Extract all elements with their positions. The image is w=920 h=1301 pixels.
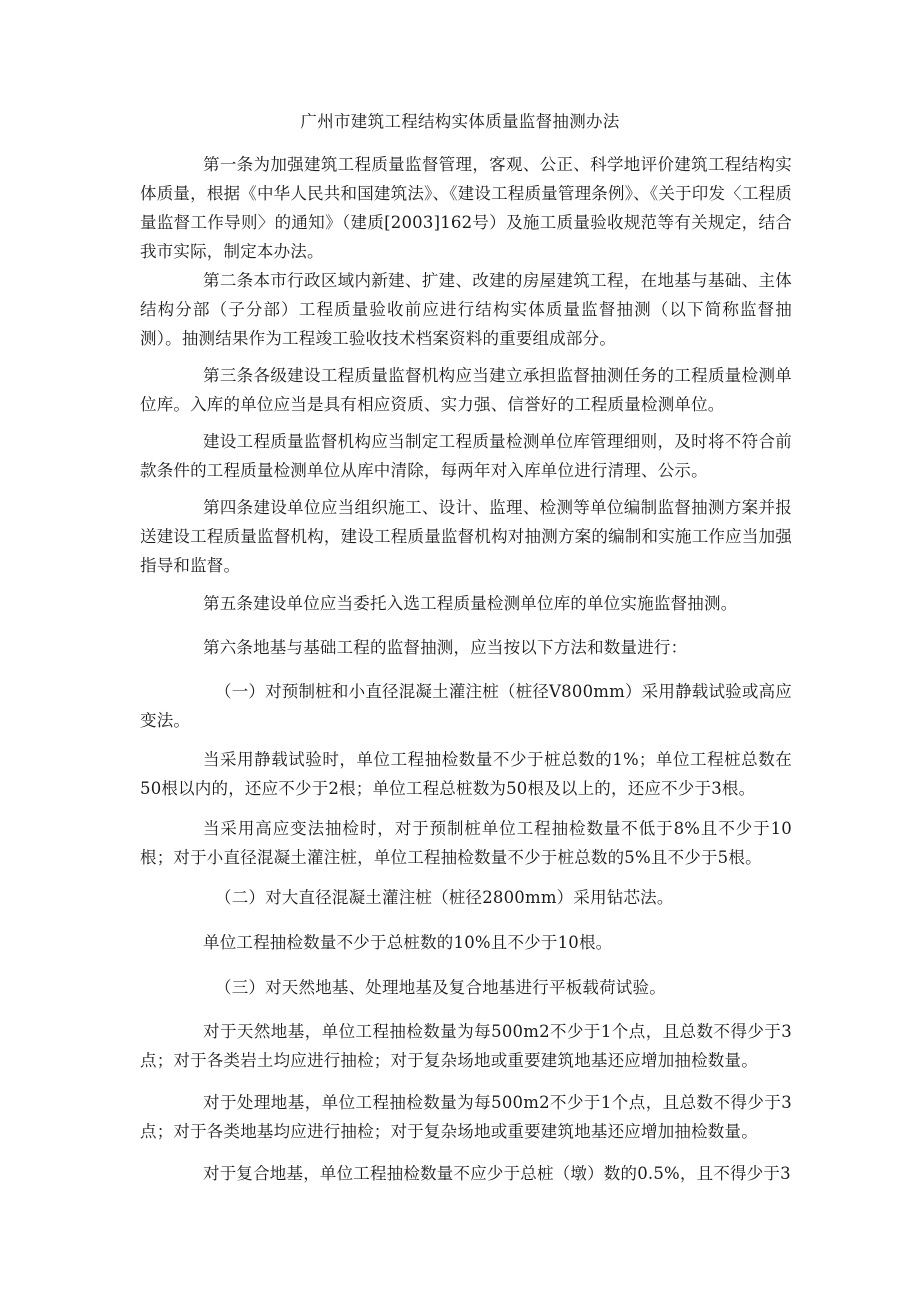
natural-foundation-paragraph: 对于天然地基，单位工程抽检数量为每500m2不少于1个点，且总数不得少于3点；对于各类岩土均应进行抽检；对于复杂场地或重要建筑地基还应增加抽检数量。 (140, 1022, 792, 1070)
clause-3-paragraph: （三）对天然地基、处理地基及复合地基进行平板载荷试验。 (215, 978, 666, 997)
article-3-supplement-paragraph: 建设工程质量监督机构应当制定工程质量检测单位库管理细则，及时将不符合前款条件的工程质量检测单位从库中清除，每两年对入库单位进行清理、公示。 (140, 432, 792, 480)
static-load-test-paragraph: 当采用静载试验时，单位工程抽检数量不少于桩总数的1%；单位工程桩总数在50根以内的，还应不少于2根；单位工程总桩数为50根及以上的，还应不少于3根。 (140, 750, 792, 798)
high-strain-test-paragraph: 当采用高应变法抽检时，对于预制桩单位工程抽检数量不低于8%且不少于10根；对于小直径混凝土灌注桩，单位工程抽检数量不少于桩总数的5%且不少于5根。 (140, 819, 792, 867)
article-1-paragraph: 第一条为加强建筑工程质量监督管理，客观、公正、科学地评价建筑工程结构实体质量，根据《中华人民共和国建筑法》、《建设工程质量管理条例》、《关于印发〈工程质量监督工作导则〉的通知》（建质[2003]162号）及施工质量验收规范等有关规定，结合我市实际，制定本办法。 (140, 155, 792, 261)
clause-1-paragraph: （一）对预制桩和小直径混凝土灌注桩（桩径V800mm）采用静载试验或高应变法。 (140, 682, 792, 730)
article-6-paragraph: 第六条地基与基础工程的监督抽测，应当按以下方法和数量进行： (203, 638, 688, 657)
article-2-paragraph: 第二条本市行政区域内新建、扩建、改建的房屋建筑工程，在地基与基础、主体结构分部（子分部）工程质量验收前应进行结构实体质量监督抽测（以下简称监督抽测）。抽测结果作为工程竣工验收技术档案资料的重要组成部分。 (140, 271, 792, 348)
article-5-paragraph: 第五条建设单位应当委托入选工程质量检测单位库的单位实施监督抽测。 (203, 594, 738, 613)
document-title: 广州市建筑工程结构实体质量监督抽测办法 (300, 112, 620, 131)
clause-2-paragraph: （二）对大直径混凝土灌注桩（桩径2800mm）采用钻芯法。 (215, 888, 674, 907)
article-3-paragraph: 第三条各级建设工程质量监督机构应当建立承担监督抽测任务的工程质量检测单位库。入库的单位应当是具有相应资质、实力强、信誉好的工程质量检测单位。 (140, 366, 792, 414)
core-drilling-quantity-paragraph: 单位工程抽检数量不少于总桩数的10%且不少于10根。 (203, 933, 613, 952)
composite-foundation-paragraph: 对于复合地基，单位工程抽检数量不应少于总桩（墩）数的0.5%，且不得少于3 (203, 1164, 791, 1183)
article-4-paragraph: 第四条建设单位应当组织施工、设计、监理、检测等单位编制监督抽测方案并报送建设工程质量监督机构，建设工程质量监督机构对抽测方案的编制和实施工作应当加强指导和监督。 (140, 498, 792, 575)
treated-foundation-paragraph: 对于处理地基，单位工程抽检数量为每500m2不少于1个点，且总数不得少于3点；对于各类地基均应进行抽检；对于复杂场地或重要建筑地基还应增加抽检数量。 (140, 1093, 792, 1141)
